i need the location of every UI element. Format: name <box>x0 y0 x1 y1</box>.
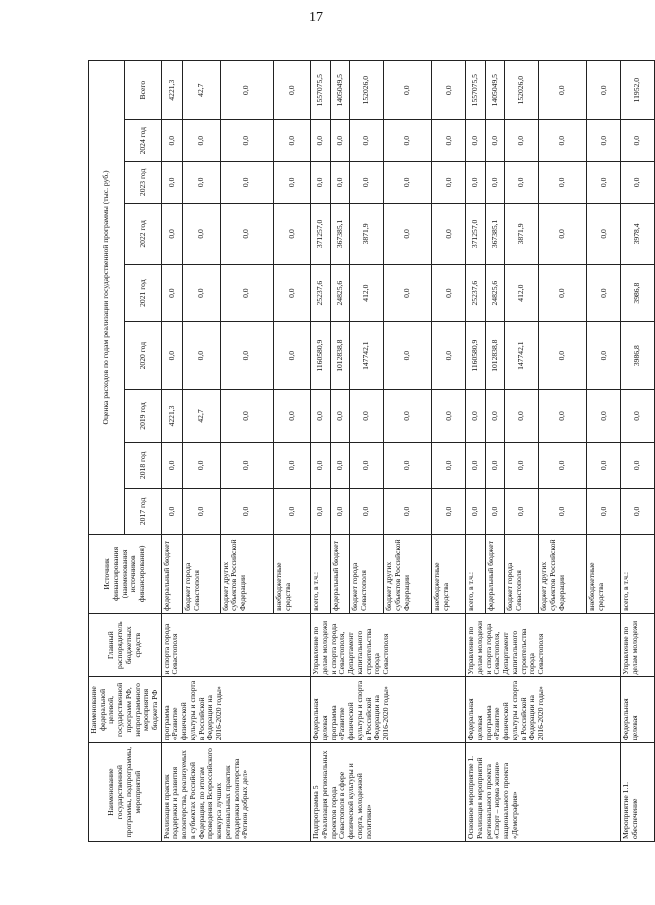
cell-source: всего, в т.ч.: <box>311 534 330 613</box>
cell-value: 0,0 <box>539 61 587 120</box>
cell-value: 0,0 <box>587 322 621 390</box>
cell-value: 0,0 <box>183 322 220 390</box>
cell-value: 0,0 <box>330 120 349 162</box>
cell-value: 0,0 <box>432 120 466 162</box>
cell-source: внебюджетные средства <box>273 534 310 613</box>
cell-value: 0,0 <box>161 322 182 390</box>
cell-value: 0,0 <box>350 488 384 534</box>
cell-value: 0,0 <box>505 488 539 534</box>
header-year: 2022 год <box>125 203 161 264</box>
cell-value: 0,0 <box>161 203 182 264</box>
cell-value: 0,0 <box>161 162 182 204</box>
cell-value: 0,0 <box>311 162 330 204</box>
cell-value: 0,0 <box>539 322 587 390</box>
cell-value: 147742,1 <box>505 322 539 390</box>
cell-value: 0,0 <box>183 265 220 322</box>
cell-value: 371257,0 <box>466 203 485 264</box>
cell-value: 0,0 <box>384 488 432 534</box>
cell-value: 1160580,9 <box>311 322 330 390</box>
header-administrator: Главный распорядитель бюджетных средств <box>89 613 162 677</box>
cell-value: 3986,8 <box>621 265 655 322</box>
cell-value: 1405049,5 <box>485 61 504 120</box>
cell-value: 0,0 <box>432 390 466 443</box>
cell-value: 1160580,9 <box>466 322 485 390</box>
cell-value: 0,0 <box>432 203 466 264</box>
cell-value: 0,0 <box>220 61 273 120</box>
cell-value: 0,0 <box>466 120 485 162</box>
cell-value: 0,0 <box>539 390 587 443</box>
cell-value: 4221,3 <box>161 390 182 443</box>
header-year: 2021 год <box>125 265 161 322</box>
cell-value: 0,0 <box>587 203 621 264</box>
cell-value: 3978,4 <box>621 203 655 264</box>
cell-value: 0,0 <box>432 488 466 534</box>
cell-value: 42,7 <box>183 390 220 443</box>
cell-value: 0,0 <box>587 442 621 488</box>
page-number: 17 <box>309 10 323 25</box>
cell-value: 0,0 <box>384 203 432 264</box>
cell-value: 367385,1 <box>330 203 349 264</box>
cell-value: 0,0 <box>161 120 182 162</box>
cell-value: 0,0 <box>621 120 655 162</box>
cell-value: 152026,0 <box>505 61 539 120</box>
cell-value: 0,0 <box>587 162 621 204</box>
cell-value: 0,0 <box>539 265 587 322</box>
cell-value: 147742,1 <box>350 322 384 390</box>
cell-value: 1012838,8 <box>330 322 349 390</box>
header-year: 2023 год <box>125 162 161 204</box>
cell-value: 1405049,5 <box>330 61 349 120</box>
cell-value: 0,0 <box>587 265 621 322</box>
cell-value: 0,0 <box>161 442 182 488</box>
cell-value: 0,0 <box>539 120 587 162</box>
cell-value: 0,0 <box>539 442 587 488</box>
cell-value: 3986,8 <box>621 322 655 390</box>
cell-source: федеральный бюджет <box>161 534 182 613</box>
cell-value: 0,0 <box>330 488 349 534</box>
cell-source: бюджет других субъектов Российской Федерации <box>539 534 587 613</box>
cell-value: 0,0 <box>587 61 621 120</box>
cell-source: бюджет города Севастополя <box>350 534 384 613</box>
cell-source: внебюджетные средства <box>432 534 466 613</box>
cell-value: 371257,0 <box>311 203 330 264</box>
cell-value: 0,0 <box>384 61 432 120</box>
cell-value: 0,0 <box>432 61 466 120</box>
cell-value: 0,0 <box>384 120 432 162</box>
cell-col3: и спорта города Севастополя <box>161 613 311 677</box>
cell-value: 0,0 <box>432 162 466 204</box>
cell-value: 0,0 <box>183 203 220 264</box>
cell-value: 0,0 <box>384 162 432 204</box>
cell-value: 4221,3 <box>161 61 182 120</box>
cell-value: 1012838,8 <box>485 322 504 390</box>
header-year: 2019 год <box>125 390 161 443</box>
table-row <box>621 61 655 842</box>
cell-source: бюджет других субъектов Российской Федерации <box>384 534 432 613</box>
cell-value: 0,0 <box>539 488 587 534</box>
cell-value: 0,0 <box>311 442 330 488</box>
cell-value: 0,0 <box>273 265 310 322</box>
cell-value: 0,0 <box>466 390 485 443</box>
cell-value: 0,0 <box>183 120 220 162</box>
cell-value: 0,0 <box>311 120 330 162</box>
cell-value: 0,0 <box>273 162 310 204</box>
cell-source: бюджет города Севастополя <box>183 534 220 613</box>
cell-value: 412,0 <box>350 265 384 322</box>
cell-source: федеральный бюджет <box>485 534 504 613</box>
cell-value: 0,0 <box>220 265 273 322</box>
header-federal-program: Наименование федеральной целевой, государственной программ РФ, непрограммного мероприятия бюджета РФ <box>89 677 162 743</box>
cell-value: 0,0 <box>587 390 621 443</box>
cell-value: 0,0 <box>311 488 330 534</box>
budget-table <box>88 60 655 842</box>
cell-value: 42,7 <box>183 61 220 120</box>
cell-value: 0,0 <box>220 322 273 390</box>
cell-value: 0,0 <box>384 442 432 488</box>
cell-value: 0,0 <box>505 442 539 488</box>
cell-value: 0,0 <box>350 442 384 488</box>
header-source: Источник финансирования (наименования источников финансирования) <box>89 534 162 613</box>
cell-value: 0,0 <box>384 322 432 390</box>
cell-col2: Федеральная целевая программа «Развитие физической культуры и спорта в Российской Федерации на 2016-2020 годы» <box>466 677 621 743</box>
cell-value: 0,0 <box>621 488 655 534</box>
header-year: 2020 год <box>125 322 161 390</box>
cell-value: 0,0 <box>273 61 310 120</box>
cell-value: 0,0 <box>539 203 587 264</box>
cell-value: 0,0 <box>485 488 504 534</box>
cell-value: 0,0 <box>350 120 384 162</box>
cell-source: бюджет других субъектов Российской Федерации <box>220 534 273 613</box>
cell-col3: Управление по делам молодежи и спорта города Севастополя, Департамент капитального строительства города Севастополя <box>311 613 466 677</box>
cell-value: 0,0 <box>273 120 310 162</box>
cell-value: 0,0 <box>273 390 310 443</box>
cell-value: 1557075,5 <box>466 61 485 120</box>
cell-value: 0,0 <box>183 488 220 534</box>
cell-value: 0,0 <box>220 162 273 204</box>
cell-value: 0,0 <box>350 162 384 204</box>
cell-value: 11952,0 <box>621 61 655 120</box>
cell-value: 0,0 <box>485 162 504 204</box>
cell-col2: Федеральная целевая <box>621 677 655 743</box>
cell-value: 0,0 <box>220 120 273 162</box>
cell-col3: Управление по делам молодежи <box>621 613 655 677</box>
cell-value: 0,0 <box>432 442 466 488</box>
header-total: Всего <box>125 61 161 120</box>
cell-value: 0,0 <box>466 442 485 488</box>
cell-value: 0,0 <box>505 162 539 204</box>
cell-value: 0,0 <box>330 390 349 443</box>
header-group-estimate: Оценка расходов по годам реализации государственной программы (тыс. руб.) <box>89 61 125 535</box>
cell-value: 0,0 <box>330 442 349 488</box>
cell-value: 0,0 <box>485 442 504 488</box>
cell-value: 0,0 <box>466 162 485 204</box>
cell-value: 25237,6 <box>466 265 485 322</box>
cell-value: 0,0 <box>587 488 621 534</box>
cell-value: 24825,6 <box>485 265 504 322</box>
cell-value: 0,0 <box>384 390 432 443</box>
header-year: 2018 год <box>125 442 161 488</box>
cell-value: 0,0 <box>220 390 273 443</box>
cell-value: 0,0 <box>505 120 539 162</box>
cell-value: 367385,1 <box>485 203 504 264</box>
cell-value: 0,0 <box>621 162 655 204</box>
cell-col1: Основное мероприятие 1. Реализация мероприятий регионального проекта «Спорт – норма жизни» национального проекта «Демография» <box>466 743 621 842</box>
cell-value: 3871,9 <box>505 203 539 264</box>
table-row <box>161 61 182 842</box>
header-name: Наименование государственной программы, подпрограммы, мероприятий <box>89 743 162 842</box>
cell-value: 0,0 <box>330 162 349 204</box>
cell-value: 0,0 <box>273 322 310 390</box>
cell-value: 0,0 <box>273 442 310 488</box>
cell-source: бюджет города Севастополя <box>505 534 539 613</box>
cell-value: 0,0 <box>432 322 466 390</box>
header-year: 2017 год <box>125 488 161 534</box>
cell-value: 0,0 <box>183 162 220 204</box>
cell-value: 0,0 <box>220 442 273 488</box>
cell-source: внебюджетные средства <box>587 534 621 613</box>
table-body <box>161 61 655 842</box>
cell-value: 0,0 <box>311 390 330 443</box>
cell-value: 0,0 <box>273 488 310 534</box>
cell-col3: Управление по делам молодежи и спорта города Севастополя, Департамент капитального строительства города Севастополя <box>466 613 621 677</box>
cell-value: 412,0 <box>505 265 539 322</box>
cell-col1: Мероприятие 1.1. обеспечение <box>621 743 655 842</box>
cell-value: 0,0 <box>432 265 466 322</box>
table-row <box>311 61 330 842</box>
cell-value: 24825,6 <box>330 265 349 322</box>
cell-value: 0,0 <box>466 488 485 534</box>
cell-source: федеральный бюджет <box>330 534 349 613</box>
cell-value: 0,0 <box>183 442 220 488</box>
cell-value: 0,0 <box>621 390 655 443</box>
cell-value: 1557075,5 <box>311 61 330 120</box>
cell-value: 0,0 <box>485 390 504 443</box>
cell-source: всего, в т.ч.: <box>621 534 655 613</box>
cell-value: 0,0 <box>539 162 587 204</box>
cell-col2: Федеральная целевая программа «Развитие физической культуры и спорта в Российской Федерации на 2016-2020 годы» <box>311 677 466 743</box>
cell-value: 0,0 <box>220 488 273 534</box>
cell-col1: Подпрограмма 5 «Реализация региональных проектов города Севастополя в сфере физической культуры и спорта, молодежной политики» <box>311 743 466 842</box>
cell-col1: Реализация практик поддержки и развития волонтерства, реализуемых в субъектах Российской Федерации, по итогам проведения Всероссийского конкурса лучших региональных практик поддержки волонтерства «Регион добрых дел» <box>161 743 311 842</box>
cell-value: 0,0 <box>350 390 384 443</box>
cell-value: 0,0 <box>273 203 310 264</box>
cell-source: всего, в т.ч.: <box>466 534 485 613</box>
cell-value: 0,0 <box>587 120 621 162</box>
cell-value: 0,0 <box>505 390 539 443</box>
cell-value: 0,0 <box>621 442 655 488</box>
header-year: 2024 год <box>125 120 161 162</box>
cell-value: 0,0 <box>485 120 504 162</box>
cell-value: 152026,0 <box>350 61 384 120</box>
cell-value: 3871,9 <box>350 203 384 264</box>
table-row <box>466 61 485 842</box>
cell-col2: программа «Развитие физической культуры и спорта в Российской Федерации на 2016-2020 годы» <box>161 677 311 743</box>
cell-value: 0,0 <box>384 265 432 322</box>
header-row-1 <box>89 61 125 842</box>
budget-table-rotated <box>88 60 642 842</box>
cell-value: 0,0 <box>161 488 182 534</box>
cell-value: 0,0 <box>220 203 273 264</box>
cell-value: 0,0 <box>161 265 182 322</box>
cell-value: 25237,6 <box>311 265 330 322</box>
